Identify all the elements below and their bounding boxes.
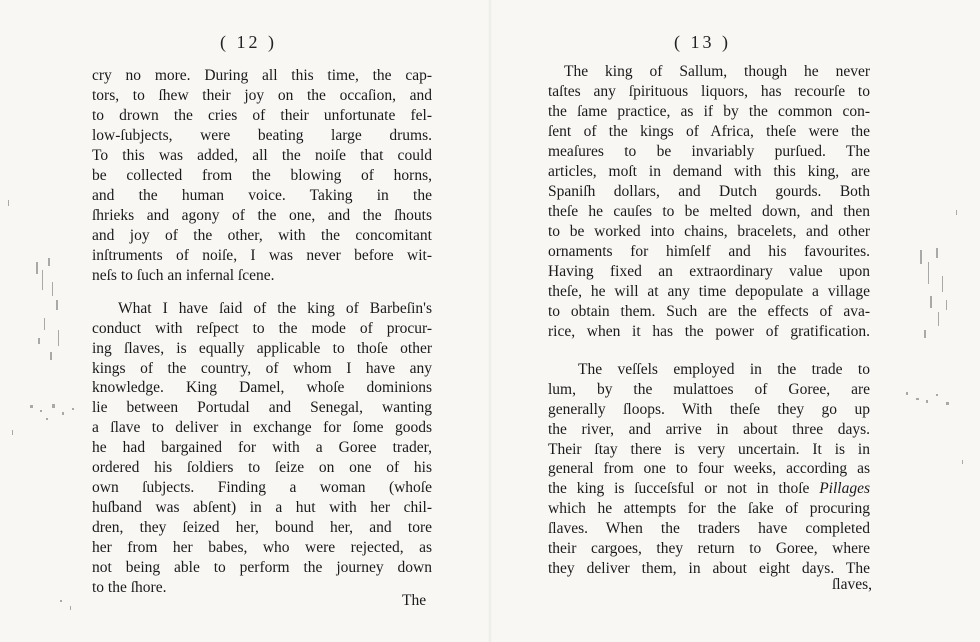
text-line: Their ſtay there is very uncertain. It is in xyxy=(548,441,870,458)
text-line: to drown the cries of their unfortunate fel- xyxy=(92,107,432,124)
page-number-left: ( 12 ) xyxy=(220,32,277,52)
text-line: general from one to four weeks, according as xyxy=(548,460,870,477)
text-line: which he attempts for the ſake of procuring xyxy=(548,500,870,517)
text-line: and the human voice. Taking in the xyxy=(92,187,432,204)
text-line: ſent of the kings of Africa, theſe were the xyxy=(548,123,870,140)
text-line: her from her babes, who were rejected, as xyxy=(92,539,432,556)
text-line: low-ſubjects, were beating large drums. xyxy=(92,127,432,144)
text-line: the ſame practice, as if by the common con- xyxy=(548,103,870,120)
text-line: and joy of the other, with the concomitant xyxy=(92,227,432,244)
text-line: ſlaves. When the traders have completed xyxy=(548,520,870,537)
text-line: dren, they ſeized her, bound her, and tore xyxy=(92,519,432,536)
text-line: ornaments for himſelf and his favourites. xyxy=(548,243,870,260)
paragraph-first-line: The king of Sallum, though he never xyxy=(564,63,870,80)
text-line: the king is ſucceſsful or not in thoſe Pillages xyxy=(548,480,870,497)
page-gutter xyxy=(488,0,492,642)
text-line: Having fixed an extraordinary value upon xyxy=(548,263,870,280)
text-line: knowledge. King Damel, whoſe dominions xyxy=(92,379,432,396)
text-line: their cargoes, they return to Goree, where xyxy=(548,540,870,557)
text-line: lum, by the mulattoes of Goree, are xyxy=(548,381,870,398)
text-line: ing ſlaves, is equally applicable to thoſe other xyxy=(92,340,432,357)
text-line: to be worked into chains, bracelets, and other xyxy=(548,223,870,240)
text-line: own ſubjects. Finding a woman (whoſe xyxy=(92,479,432,496)
text-line: be collected from the blowing of horns, xyxy=(92,167,432,184)
catchword-left: The xyxy=(402,592,427,609)
text-line: not being able to perform the journey down xyxy=(92,559,432,576)
text-line: meaſures to be invariably purſued. The xyxy=(548,143,870,160)
text-line: they deliver them, in about eight days. The xyxy=(548,560,870,577)
text-line: the river, and arrive in about three days. xyxy=(548,421,870,438)
text-line: lie between Portudal and Senegal, wanting xyxy=(92,399,432,416)
text-line: neſs to ſuch an infernal ſcene. xyxy=(92,267,275,284)
italic-word: Pillages xyxy=(819,480,870,497)
text-line: to the ſhore. xyxy=(92,579,167,596)
text-line: To this was added, all the noiſe that could xyxy=(92,147,432,164)
text-line: articles, moſt in demand with this king, are xyxy=(548,163,870,180)
catchword-right: ſlaves, xyxy=(832,576,873,593)
text-line: theſe he cauſes to be melted down, and then xyxy=(548,203,870,220)
text-line: taſtes any ſpirituous liquors, has recourſe to xyxy=(548,83,870,100)
text-line: cry no more. During all this time, the cap- xyxy=(92,67,432,84)
page-number-right: ( 13 ) xyxy=(674,32,731,52)
text-line: rice, when it has the power of gratification. xyxy=(548,323,870,340)
text-line: to obtain them. Such are the effects of ava- xyxy=(548,303,870,320)
text-line: ſhrieks and agony of the one, and the ſhouts xyxy=(92,207,432,224)
paragraph-first-line: What I have ſaid of the king of Barbeſin's xyxy=(118,300,432,317)
text-line: generally ſloops. With theſe they go up xyxy=(548,401,870,418)
text-line: conduct with reſpect to the mode of procur- xyxy=(92,320,432,337)
text-line: kings of the country, of whom I have any xyxy=(92,360,432,377)
text-line: theſe, he will at any time depopulate a village xyxy=(548,283,870,300)
text-line: Spaniſh dollars, and Dutch gourds. Both xyxy=(548,183,870,200)
text-line: tors, to ſhew their joy on the occaſion, and xyxy=(92,87,432,104)
text-line: he had bargained for with a Goree trader, xyxy=(92,439,432,456)
text-line: ordered his ſoldiers to ſeize on one of his xyxy=(92,459,432,476)
text-line: a ſlave to deliver in exchange for ſome goods xyxy=(92,419,432,436)
paragraph-first-line: The veſſels employed in the trade to xyxy=(578,361,870,378)
text-line: huſband was abſent) in a hut with her chil- xyxy=(92,499,432,516)
text-line: inſtruments of noiſe, I was never before wit- xyxy=(92,247,432,264)
